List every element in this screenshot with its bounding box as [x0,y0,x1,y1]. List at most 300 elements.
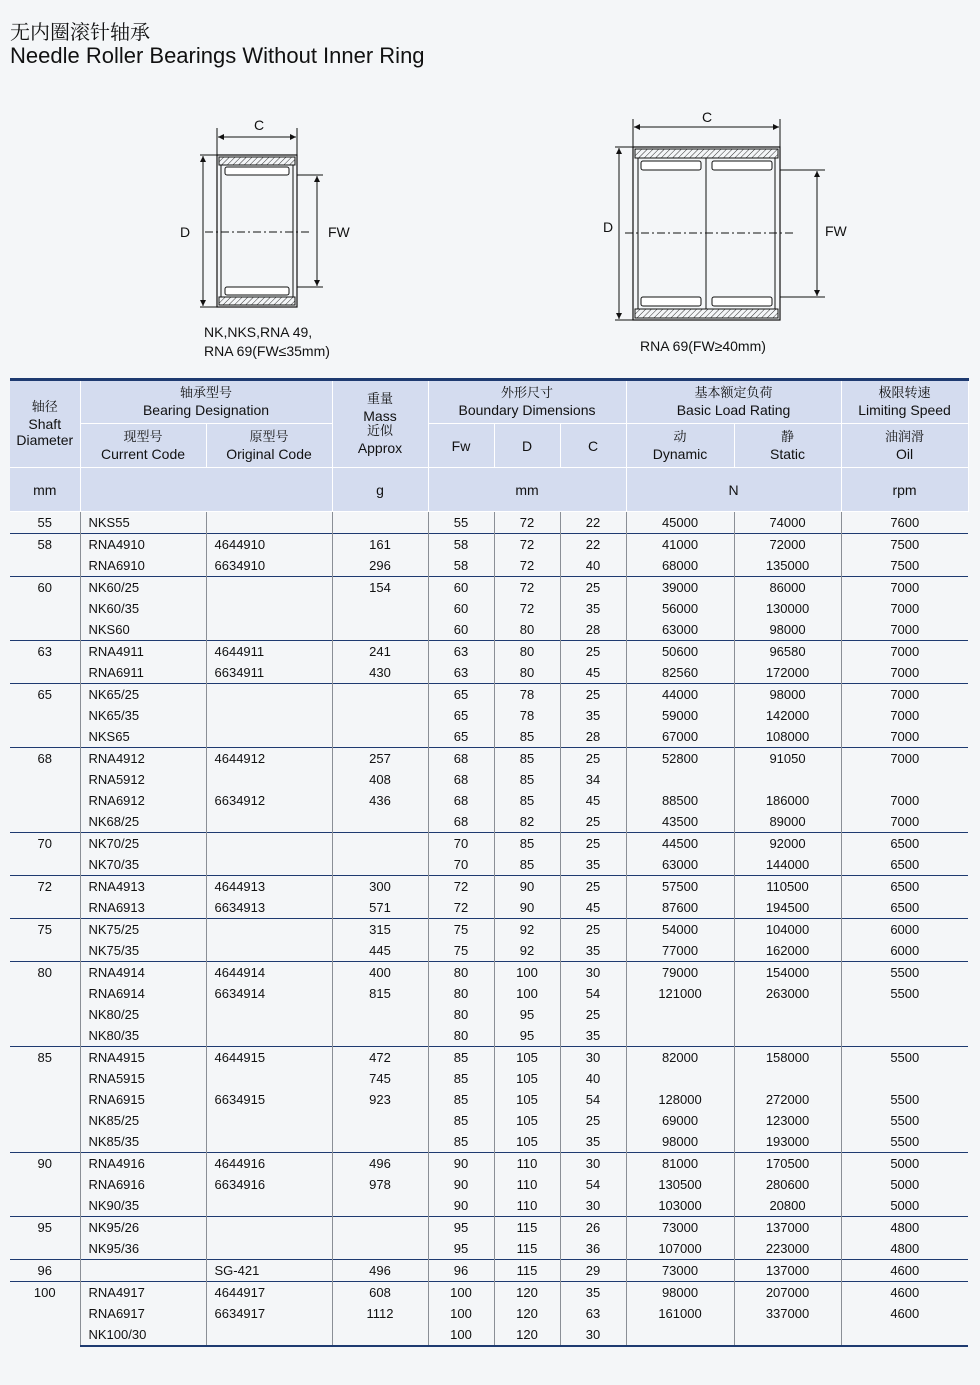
limiting-speed-cell: 4600 [890,1306,920,1321]
dynamic-load-cell: 98000 [626,1131,734,1153]
current-code-cell: NK85/25 [80,1110,206,1131]
d-cell: 100 [494,983,560,1004]
limiting-speed-cell: 7000 [841,684,968,706]
original-code-cell [206,577,332,599]
table-row [10,940,968,962]
header-dimensions: 外形尺寸 Boundary Dimensions [428,380,626,424]
fw-cell: 90 [428,1195,494,1217]
original-code-cell: 6634914 [206,983,332,1004]
shaft-diameter-cell: 58 [10,534,80,577]
header-fw: Fw [428,424,494,468]
original-code-cell [206,854,332,876]
original-code-cell: 4644916 [206,1153,332,1175]
limiting-speed-cell [841,1068,968,1089]
mass-cell: 608 [332,1282,428,1304]
table-row [10,1025,968,1047]
current-code-cell: NK80/25 [80,1004,206,1025]
fw-cell: 85 [428,1089,494,1110]
c-cell: 45 [560,662,626,684]
original-code-cell [206,705,332,726]
dim-fw-label: FW [328,224,350,240]
static-load-cell [734,1068,841,1089]
current-code-cell: NK65/35 [80,705,206,726]
mass-cell [332,833,428,855]
mass-cell: 923 [332,1089,428,1110]
table-row [10,1217,968,1239]
static-load-cell: 142000 [734,705,841,726]
c-cell: 35 [560,1282,626,1304]
static-load-cell: 98000 [734,619,841,641]
d-cell: 80 [494,619,560,641]
original-code-cell [206,1324,332,1346]
original-code-cell [206,726,332,748]
d-cell: 92 [494,940,560,962]
original-code-cell [206,512,332,534]
fw-cell: 68 [428,769,494,790]
mass-cell: 400 [332,962,428,984]
shaft-diameter-cell: 63 [10,641,80,684]
dynamic-load-cell: 44500 [626,833,734,855]
current-code-cell: RNA6912 [80,790,206,811]
original-code-cell [206,1004,332,1025]
mass-cell: 445 [332,940,428,962]
table-row [10,662,968,684]
static-load-cell: 137000 [734,1217,841,1239]
header-mass: 重量 Mass 近似 Approx [332,380,428,468]
page-title: Needle Roller Bearings Without Inner Ring [10,43,425,68]
header-designation: 轴承型号 Bearing Designation [80,380,332,424]
mass-cell [332,1324,428,1346]
mass-cell: 300 [332,876,428,898]
c-cell: 54 [560,1174,626,1195]
table-row [10,641,968,663]
limiting-speed-cell: 7500 [841,534,968,556]
dynamic-load-cell: 59000 [626,705,734,726]
fw-cell: 68 [428,790,494,811]
table-row [10,876,968,898]
limiting-speed-cell: 6500 [890,900,920,915]
mass-cell [332,1110,428,1131]
limiting-speed-cell: 7000 [841,748,968,770]
current-code-cell: RNA6911 [80,662,206,684]
current-code-cell: RNA4913 [80,876,206,898]
original-code-cell [206,811,332,833]
table-row [10,790,968,811]
d-cell: 72 [494,555,560,577]
header-current-code: 现型号 Current Code [80,424,206,468]
mass-cell: 978 [332,1174,428,1195]
fw-cell: 85 [428,1068,494,1089]
limiting-speed-cell [841,1324,968,1346]
current-code-cell: NK75/25 [80,919,206,941]
fw-cell: 75 [428,940,494,962]
table-row [10,1282,968,1304]
d-cell: 72 [494,534,560,556]
d-cell: 80 [494,641,560,663]
static-load-cell [734,1324,841,1346]
fw-cell: 80 [428,1025,494,1047]
d-cell: 95 [494,1004,560,1025]
mass-cell: 472 [332,1047,428,1069]
original-code-cell: 6634911 [206,662,332,684]
shaft-diameter-cell: 80 [10,962,80,1047]
mass-cell [332,1217,428,1239]
fw-cell: 85 [428,1047,494,1069]
mass-cell [332,1025,428,1047]
fw-cell: 63 [428,641,494,663]
current-code-cell: NKS65 [80,726,206,748]
original-code-cell: 4644913 [206,876,332,898]
current-code-cell: RNA6917 [80,1303,206,1324]
current-code-cell: RNA6914 [80,983,206,1004]
fw-cell: 60 [428,619,494,641]
original-code-cell [206,1195,332,1217]
dynamic-load-cell [626,1324,734,1346]
original-code-cell [206,1131,332,1153]
fw-cell: 72 [428,876,494,898]
mass-cell [332,512,428,534]
original-code-cell [206,1238,332,1260]
header-oil: 油润滑 Oil [841,424,968,468]
c-cell: 26 [560,1217,626,1239]
shaft-diameter-cell: 85 [10,1047,80,1153]
dynamic-load-cell: 128000 [626,1089,734,1110]
original-code-cell: 6634916 [206,1174,332,1195]
original-code-cell [206,940,332,962]
fw-cell: 100 [428,1282,494,1304]
dim-d-label: D [603,219,614,235]
mass-cell: 436 [332,790,428,811]
c-cell: 25 [560,919,626,941]
table-row [10,684,968,706]
d-cell: 85 [494,769,560,790]
current-code-cell: NK75/35 [80,940,206,962]
d-cell: 115 [494,1217,560,1239]
mass-cell: 241 [332,641,428,663]
fw-cell: 63 [428,662,494,684]
c-cell: 25 [560,1004,626,1025]
current-code-cell: RNA6910 [80,555,206,577]
static-load-cell: 193000 [734,1131,841,1153]
limiting-speed-cell [841,769,968,790]
unit-shaft: mm [10,468,80,512]
c-cell: 35 [560,598,626,619]
c-cell: 45 [560,790,626,811]
dynamic-load-cell: 45000 [626,512,734,534]
c-cell: 25 [560,811,626,833]
fw-cell: 100 [428,1303,494,1324]
dynamic-load-cell: 63000 [626,854,734,876]
c-cell: 30 [560,962,626,984]
table-row [10,983,968,1004]
d-cell: 78 [494,684,560,706]
shaft-diameter-cell: 68 [10,748,80,833]
limiting-speed-cell: 5500 [890,1092,920,1107]
table-row [10,1047,968,1069]
static-load-cell: 223000 [734,1238,841,1260]
dynamic-load-cell: 69000 [626,1110,734,1131]
c-cell: 28 [560,619,626,641]
original-code-cell: 6634913 [206,897,332,919]
mass-cell: 496 [332,1260,428,1282]
d-cell: 105 [494,1047,560,1069]
d-cell: 78 [494,705,560,726]
d-cell: 72 [494,577,560,599]
dynamic-load-cell: 57500 [626,876,734,898]
dynamic-load-cell: 161000 [626,1303,734,1324]
static-load-cell: 20800 [734,1195,841,1217]
original-code-cell [206,1110,332,1131]
shaft-diameter-cell: 55 [10,512,80,534]
page-title-cn: 无内圈滚针轴承 [10,20,150,44]
dynamic-load-cell: 82560 [626,662,734,684]
fw-cell: 90 [428,1174,494,1195]
original-code-cell: 4644910 [206,534,332,556]
limiting-speed-cell: 5000 [890,1177,920,1192]
mass-cell [332,1131,428,1153]
d-cell: 85 [494,726,560,748]
table-row [10,555,968,577]
fw-cell: 96 [428,1260,494,1282]
limiting-speed-cell: 5500 [841,1047,968,1069]
limiting-speed-cell: 7500 [890,558,920,573]
current-code-cell: RNA4915 [80,1047,206,1069]
table-row [10,919,968,941]
table-row [10,619,968,641]
dynamic-load-cell: 44000 [626,684,734,706]
limiting-speed-cell: 7600 [841,512,968,534]
table-row [10,512,968,534]
dynamic-load-cell: 50600 [626,641,734,663]
d-cell: 95 [494,1025,560,1047]
static-load-cell: 158000 [734,1047,841,1069]
dynamic-load-cell: 63000 [626,619,734,641]
c-cell: 36 [560,1238,626,1260]
d-cell: 120 [494,1324,560,1346]
current-code-cell: NK100/30 [80,1324,206,1346]
table-row [10,1260,968,1282]
d-cell: 120 [494,1303,560,1324]
c-cell: 25 [560,641,626,663]
dynamic-load-cell: 87600 [626,897,734,919]
dynamic-load-cell: 39000 [626,577,734,599]
mass-cell [332,705,428,726]
c-cell: 30 [560,1324,626,1346]
mass-cell [332,598,428,619]
original-code-cell: 4644911 [206,641,332,663]
original-code-cell: 6634917 [206,1303,332,1324]
fw-cell: 80 [428,983,494,1004]
table-row [10,1238,968,1260]
table-row [10,598,968,619]
fw-cell: 58 [428,555,494,577]
table-row [10,833,968,855]
unit-speed: rpm [841,468,968,512]
header-static: 静 Static [734,424,841,468]
table-row [10,748,968,770]
dynamic-load-cell: 88500 [626,790,734,811]
mass-cell [332,1004,428,1025]
dynamic-load-cell: 54000 [626,919,734,941]
dynamic-load-cell: 121000 [626,983,734,1004]
table-row [10,577,968,599]
d-cell: 105 [494,1131,560,1153]
fw-cell: 80 [428,962,494,984]
limiting-speed-cell: 4800 [890,1241,920,1256]
c-cell: 35 [560,1025,626,1047]
bearing-diagram-double [595,105,860,325]
d-cell: 92 [494,919,560,941]
limiting-speed-cell: 4600 [841,1260,968,1282]
dynamic-load-cell: 67000 [626,726,734,748]
unit-mass: g [332,468,428,512]
original-code-cell: 4644915 [206,1047,332,1069]
static-load-cell: 135000 [734,555,841,577]
limiting-speed-cell [841,1004,968,1025]
static-load-cell: 137000 [734,1260,841,1282]
table-row [10,534,968,556]
d-cell: 115 [494,1238,560,1260]
c-cell: 35 [560,1131,626,1153]
shaft-diameter-cell: 90 [10,1153,80,1217]
shaft-diameter-cell: 65 [10,684,80,748]
limiting-speed-cell: 7000 [890,793,920,808]
current-code-cell: NK60/25 [80,577,206,599]
header-load-rating: 基本额定负荷 Basic Load Rating [626,380,841,424]
limiting-speed-cell: 6000 [841,919,968,941]
original-code-cell [206,598,332,619]
c-cell: 45 [560,897,626,919]
dynamic-load-cell [626,1068,734,1089]
unit-load: N [626,468,841,512]
fw-cell: 70 [428,833,494,855]
c-cell: 35 [560,705,626,726]
static-load-cell: 92000 [734,833,841,855]
d-cell: 105 [494,1089,560,1110]
d-cell: 105 [494,1110,560,1131]
dim-c-label: C [702,109,713,125]
dynamic-load-cell: 79000 [626,962,734,984]
current-code-cell: NK60/35 [80,598,206,619]
bearing-spec-table [10,378,969,1347]
static-load-cell: 162000 [734,940,841,962]
c-cell: 54 [560,983,626,1004]
mass-cell [332,811,428,833]
fw-cell: 70 [428,854,494,876]
current-code-cell: NK95/36 [80,1238,206,1260]
bearing-diagram-single [175,115,355,320]
d-cell: 85 [494,748,560,770]
dynamic-load-cell [626,769,734,790]
current-code-cell: NK70/35 [80,854,206,876]
current-code-cell [80,1260,206,1282]
limiting-speed-cell: 6000 [890,943,920,958]
static-load-cell: 108000 [734,726,841,748]
mass-cell: 257 [332,748,428,770]
table-row [10,962,968,984]
d-cell: 72 [494,598,560,619]
static-load-cell: 91050 [734,748,841,770]
current-code-cell: NKS60 [80,619,206,641]
shaft-diameter-cell: 72 [10,876,80,919]
dynamic-load-cell: 82000 [626,1047,734,1069]
d-cell: 120 [494,1282,560,1304]
shaft-diameter-cell: 60 [10,577,80,641]
dynamic-load-cell: 130500 [626,1174,734,1195]
dynamic-load-cell: 107000 [626,1238,734,1260]
static-load-cell: 98000 [734,684,841,706]
static-load-cell: 280600 [734,1174,841,1195]
d-cell: 90 [494,897,560,919]
shaft-diameter-cell: 96 [10,1260,80,1282]
table-row [10,726,968,748]
header-d: D [494,424,560,468]
table-row [10,1153,968,1175]
current-code-cell: NK85/35 [80,1131,206,1153]
c-cell: 25 [560,833,626,855]
original-code-cell [206,1068,332,1089]
table-row [10,1110,968,1131]
c-cell: 35 [560,940,626,962]
header-speed: 极限转速 Limiting Speed [841,380,968,424]
mass-cell [332,726,428,748]
c-cell: 63 [560,1303,626,1324]
c-cell: 40 [560,555,626,577]
static-load-cell: 96580 [734,641,841,663]
static-load-cell: 123000 [734,1110,841,1131]
header-shaft: 轴径 Shaft Diameter [10,380,80,468]
limiting-speed-cell: 5000 [841,1153,968,1175]
table-row [10,897,968,919]
c-cell: 28 [560,726,626,748]
original-code-cell: 6634915 [206,1089,332,1110]
fw-cell: 58 [428,534,494,556]
table-row [10,1195,968,1217]
current-code-cell: NK68/25 [80,811,206,833]
limiting-speed-cell [841,1025,968,1047]
original-code-cell: 6634912 [206,790,332,811]
c-cell: 30 [560,1047,626,1069]
fw-cell: 75 [428,919,494,941]
static-load-cell: 170500 [734,1153,841,1175]
table-row [10,1324,968,1346]
shaft-diameter-cell: 95 [10,1217,80,1260]
d-cell: 85 [494,854,560,876]
fw-cell: 60 [428,598,494,619]
static-load-cell: 89000 [734,811,841,833]
dynamic-load-cell: 98000 [626,1282,734,1304]
fw-cell: 72 [428,897,494,919]
dynamic-load-cell: 56000 [626,598,734,619]
current-code-cell: RNA4910 [80,534,206,556]
table-row [10,1174,968,1195]
fw-cell: 95 [428,1217,494,1239]
original-code-cell: 4644914 [206,962,332,984]
static-load-cell: 104000 [734,919,841,941]
current-code-cell: RNA6915 [80,1089,206,1110]
table-row [10,769,968,790]
shaft-diameter-cell: 70 [10,833,80,876]
d-cell: 85 [494,833,560,855]
current-code-cell: NK70/25 [80,833,206,855]
diagram-left-caption: NK,NKS,RNA 49, RNA 69(FW≤35mm) [204,324,330,359]
limiting-speed-cell: 7000 [841,641,968,663]
c-cell: 54 [560,1089,626,1110]
mass-cell: 1112 [332,1303,428,1324]
c-cell: 25 [560,748,626,770]
fw-cell: 65 [428,684,494,706]
table-row [10,1131,968,1153]
